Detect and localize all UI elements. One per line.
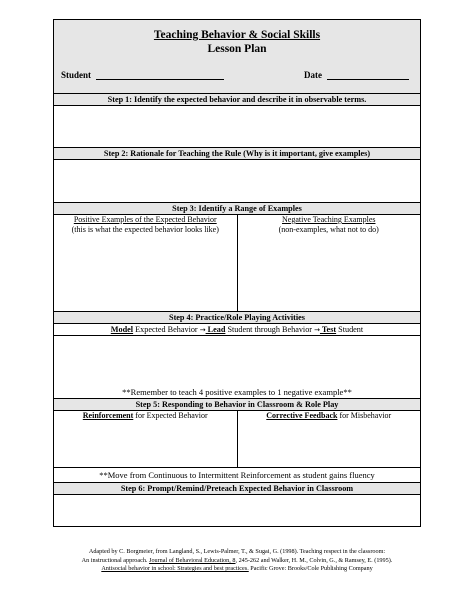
step5-note: **Move from Continuous to Intermittent Reinforcement as student gains fluency: [99, 470, 375, 480]
step5-heading: Step 5: Responding to Behavior in Classroom & Role Play: [54, 399, 420, 411]
step5-note-row: [54, 468, 420, 483]
reinforcement-column[interactable]: [54, 411, 237, 467]
model-text: Expected Behavior: [133, 325, 200, 334]
citation-line-2: [50, 557, 424, 566]
positive-examples-column[interactable]: [54, 215, 237, 311]
citation-line-3: [50, 565, 424, 574]
negative-examples-column[interactable]: [237, 215, 421, 311]
step1-heading: Step 1: Identify the expected behavior and describe it in observable terms.: [54, 94, 420, 106]
citation-line-1: Adapted by C. Borgmeier, from Langland, S., Lewis-Palmer, T., & Sugai, G. (1998). Teaching respect in the classroom:: [88, 548, 386, 555]
positive-examples-subtitle: (this is what the expected behavior looks like): [71, 225, 219, 234]
step1-response-area[interactable]: [54, 106, 420, 148]
lesson-plan-form: [53, 19, 421, 527]
corrective-feedback-column[interactable]: [237, 411, 421, 467]
corrective-feedback-header: [238, 411, 421, 421]
negative-examples-subtitle: (non-examples, what not to do): [278, 225, 379, 234]
citation-footer: [50, 548, 424, 574]
positive-examples-header: [54, 215, 237, 235]
positive-examples-title: Positive Examples of the Expected Behavior: [73, 215, 217, 224]
step2-response-area[interactable]: [54, 160, 420, 203]
student-input-line[interactable]: [96, 79, 224, 80]
step5-responses: [54, 411, 420, 468]
step6-response-area[interactable]: [54, 495, 420, 526]
reinforcement-label: Reinforcement: [82, 411, 134, 420]
corrective-feedback-label: Corrective Feedback: [266, 411, 338, 420]
test-label: Test: [319, 325, 337, 334]
page-title: Teaching Behavior & Social Skills: [153, 29, 321, 41]
citation-book-title: Antisocial behavior in school: Strategies and best practices.: [101, 565, 249, 572]
step6-heading: Step 6: Prompt/Remind/Preteach Expected Behavior in Classroom: [54, 483, 420, 495]
step3-heading: Step 3: Identify a Range of Examples: [54, 203, 420, 215]
test-text: Student: [336, 325, 364, 334]
step2-heading: Step 2: Rationale for Teaching the Rule (Why is it important, give examples): [54, 148, 420, 160]
step3-examples: [54, 215, 420, 312]
page-subtitle: Lesson Plan: [207, 43, 267, 55]
citation-publisher: Pacific Grove: Brooks/Cole Publishing Company: [248, 565, 373, 572]
right-arrow-icon: →: [314, 326, 320, 334]
step4-heading: Step 4: Practice/Role Playing Activities: [54, 312, 420, 324]
corrective-feedback-text: for Misbehavior: [337, 411, 392, 420]
lead-label: Lead: [205, 325, 226, 334]
negative-examples-header: [238, 215, 421, 235]
right-arrow-icon: →: [199, 326, 206, 334]
reinforcement-header: [54, 411, 237, 421]
citation-line-2-part-c: , 245-262 and Walker, H. M., Colvin, G., & Ramsey, E. (1995).: [235, 556, 393, 564]
citation-journal: Journal of Behavioral Education, 8: [149, 556, 236, 564]
date-input-line[interactable]: [327, 79, 409, 80]
step4-response-area[interactable]: [54, 336, 420, 399]
form-header: [54, 20, 420, 94]
date-label: Date: [304, 70, 322, 80]
student-field[interactable]: [61, 70, 224, 80]
negative-examples-title: Negative Teaching Examples: [282, 215, 376, 224]
reinforcement-text: for Expected Behavior: [133, 411, 208, 420]
date-field[interactable]: [304, 70, 409, 80]
student-label: Student: [61, 70, 92, 80]
citation-line-2-part-a: An instructional approach.: [81, 556, 150, 564]
step4-note: **Remember to teach 4 positive examples to 1 negative example**: [122, 387, 352, 397]
step4-subheading: [54, 324, 420, 336]
model-label: Model: [110, 325, 134, 334]
lead-text: Student through Behavior: [225, 325, 315, 334]
